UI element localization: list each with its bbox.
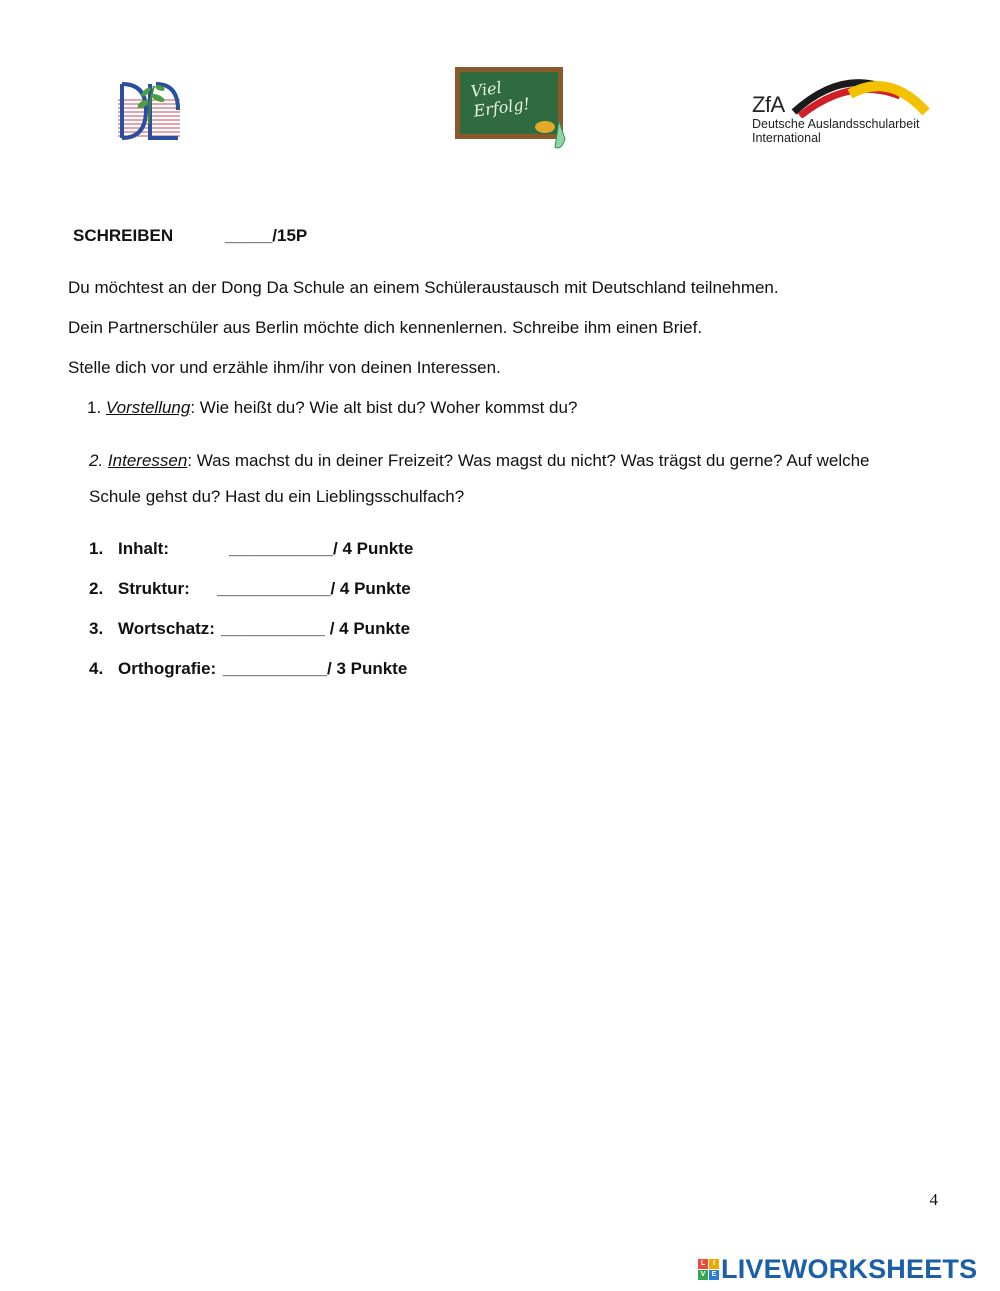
task-1-label: Vorstellung (105, 398, 191, 417)
criteria-4-label: Orthografie: (118, 659, 217, 678)
section-title: SCHREIBEN (73, 226, 174, 245)
criteria-3-number: 3. (89, 619, 104, 638)
intro-line-1: Du möchtest an der Dong Da Schule an einem Schüleraustausch mit Deutschland teilnehmen. (68, 278, 779, 297)
task-1 (87, 397, 577, 419)
board-line-1: Viel (469, 77, 503, 101)
zfa-brand: ZfA (752, 92, 785, 117)
criteria-4-number: 4. (89, 659, 104, 678)
zfa-logo (750, 76, 930, 148)
liveworksheets-brand[interactable] (698, 1252, 977, 1286)
dld-logo (116, 80, 182, 142)
criteria-3-score-blank: ___________ / 4 Punkte (221, 619, 411, 638)
board-line-2: Erfolg! (472, 94, 532, 121)
criteria-2-score-blank: ____________/ 4 Punkte (217, 579, 411, 598)
criteria-1-score-blank: ___________/ 4 Punkte (229, 539, 414, 558)
criteria-2-label: Struktur: (118, 579, 190, 598)
criteria-4-score-blank: ___________/ 3 Punkte (223, 659, 408, 678)
task-1-text: : Wie heißt du? Wie alt bist du? Woher kommst du? (190, 398, 578, 417)
task-2-number: 2. (89, 451, 104, 470)
liveworksheets-text: LIVEWORKSHEETS (721, 1253, 978, 1284)
criteria-3-label: Wortschatz: (118, 619, 215, 638)
sponge-icon (531, 111, 573, 153)
task-2-label: Interessen (107, 451, 188, 470)
task-2-text-line-2: Schule gehst du? Hast du ein Lieblingsschulfach? (89, 487, 465, 506)
criteria-2-number: 2. (89, 579, 104, 598)
liveworksheets-icon: L I V E (698, 1259, 719, 1280)
intro-line-2: Dein Partnerschüler aus Berlin möchte dich kennenlernen. Schreibe ihm einen Brief. (68, 318, 703, 337)
criteria-1-label: Inhalt: (118, 539, 169, 558)
intro-line-3: Stelle dich vor und erzähle ihm/ihr von deinen Interessen. (68, 358, 501, 377)
criteria-1-number: 1. (89, 539, 104, 558)
page-number: 4 (929, 1190, 938, 1209)
zfa-arc-icon (790, 76, 930, 118)
zfa-line-2: International (752, 131, 821, 145)
zfa-line-1: Deutsche Auslandsschularbeit (752, 117, 920, 131)
section-score: _____/15P (225, 226, 308, 245)
task-1-number: 1. (87, 398, 102, 417)
task-2 (89, 450, 870, 472)
task-2-text: : Was machst du in deiner Freizeit? Was magst du nicht? Was trägst du gerne? Auf welche (187, 451, 870, 470)
chalkboard-logo (455, 67, 573, 152)
